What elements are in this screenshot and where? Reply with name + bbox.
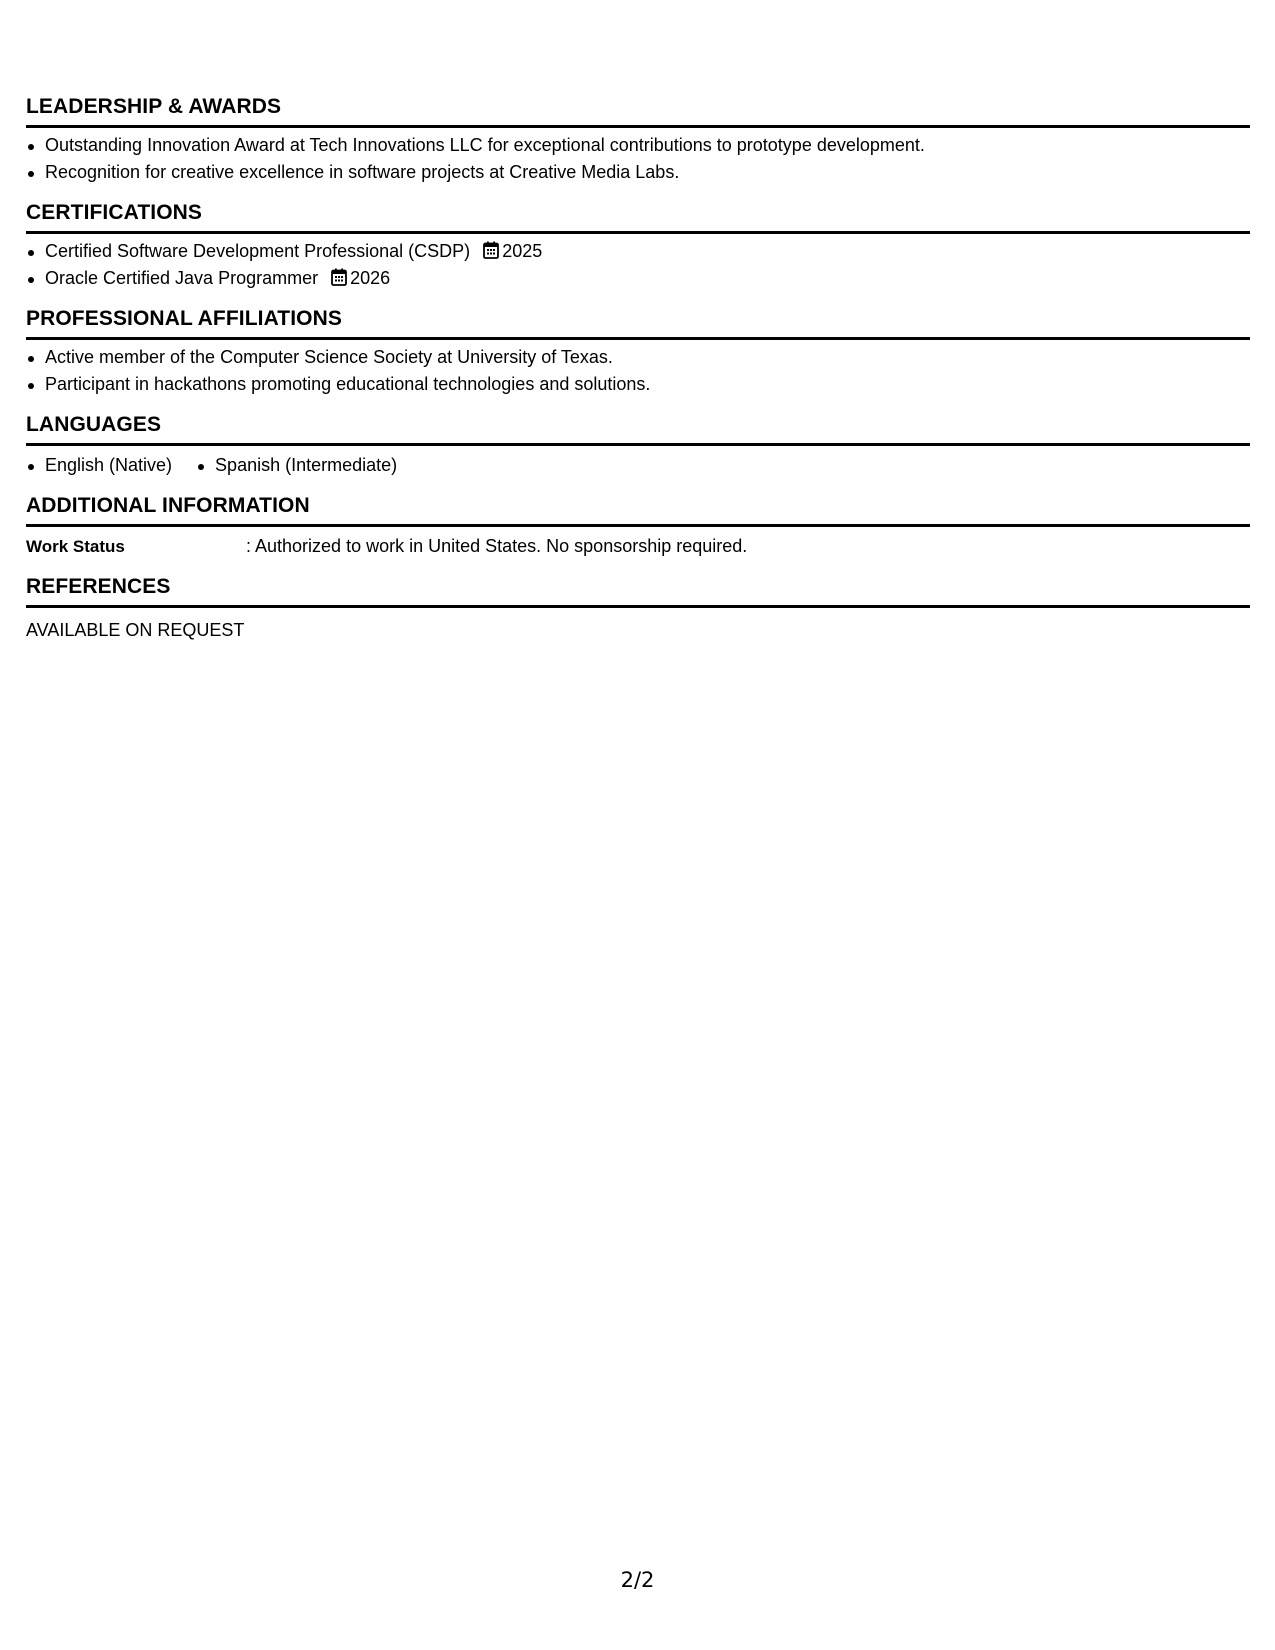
section-title: CERTIFICATIONS — [26, 200, 1250, 234]
list-item — [26, 238, 1250, 265]
section-professional-affiliations — [26, 306, 1250, 398]
resume-page — [26, 94, 1250, 644]
references-text: AVAILABLE ON REQUEST — [26, 620, 245, 640]
work-status-value: : Authorized to work in United States. No sponsorship required. — [246, 536, 748, 556]
calendar-icon — [331, 268, 347, 286]
section-certifications — [26, 200, 1250, 292]
certification-year: 2026 — [350, 268, 391, 288]
list-item: English (Native) — [26, 452, 172, 479]
section-title: PROFESSIONAL AFFILIATIONS — [26, 306, 1250, 340]
work-status-row — [26, 533, 1250, 560]
page-number: 2/2 — [620, 1568, 655, 1592]
leadership-list — [26, 132, 1250, 186]
section-title: REFERENCES — [26, 574, 1250, 608]
section-title: LEADERSHIP & AWARDS — [26, 94, 1250, 128]
section-languages — [26, 412, 1250, 479]
section-leadership-awards — [26, 94, 1250, 186]
list-item — [26, 265, 1250, 292]
certification-name: Oracle Certified Java Programmer — [45, 268, 319, 288]
list-item: Outstanding Innovation Award at Tech Innovations LLC for exceptional contributions to prototype development. — [26, 132, 1250, 159]
certifications-list — [26, 238, 1250, 292]
section-title: LANGUAGES — [26, 412, 1250, 446]
certification-year: 2025 — [502, 241, 543, 261]
affiliations-list — [26, 344, 1250, 398]
work-status-label: Work Status — [26, 537, 125, 556]
section-references — [26, 574, 1250, 644]
list-item: Active member of the Computer Science Society at University of Texas. — [26, 344, 1250, 371]
list-item: Recognition for creative excellence in software projects at Creative Media Labs. — [26, 159, 1250, 186]
certification-name: Certified Software Development Professional (CSDP) — [45, 241, 471, 261]
list-item: Spanish (Intermediate) — [196, 452, 397, 479]
list-item: Participant in hackathons promoting educational technologies and solutions. — [26, 371, 1250, 398]
section-additional-information — [26, 493, 1250, 560]
languages-list — [26, 452, 1250, 479]
calendar-icon — [483, 241, 499, 259]
section-title: ADDITIONAL INFORMATION — [26, 493, 1250, 527]
